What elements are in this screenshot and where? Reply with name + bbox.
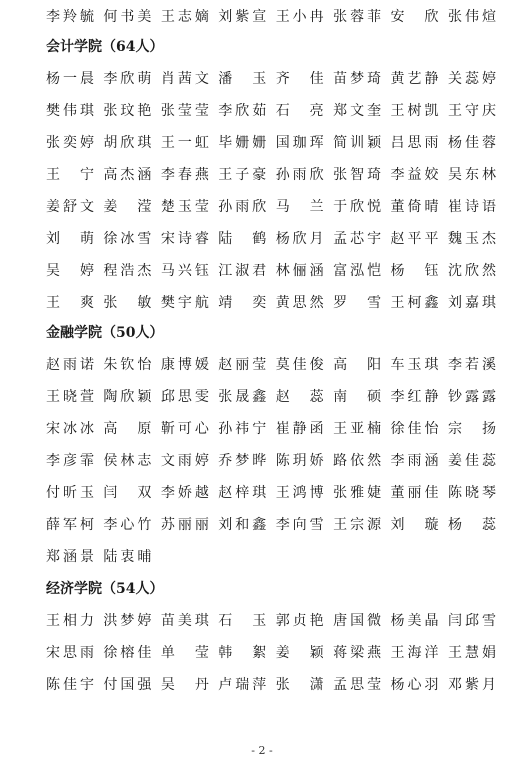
student-name: 张玟艳 bbox=[103, 103, 152, 119]
student-name: 姜颖 bbox=[275, 645, 324, 661]
student-name: 郑涵景 bbox=[46, 549, 94, 565]
student-name: 王小冉 bbox=[275, 9, 324, 25]
student-name: 赵丽莹 bbox=[218, 357, 267, 373]
student-name: 陶欣颖 bbox=[103, 389, 152, 405]
section-heading: 金融学院（50人） bbox=[46, 325, 164, 341]
student-name: 简训颖 bbox=[333, 135, 382, 151]
student-name: 杨一晨 bbox=[46, 71, 94, 87]
student-name: 陆衷晡 bbox=[103, 549, 152, 565]
student-name: 李春燕 bbox=[160, 167, 209, 183]
student-name: 何书美 bbox=[103, 9, 152, 25]
name-row bbox=[46, 354, 496, 376]
student-name: 杨钰 bbox=[390, 263, 439, 279]
student-name: 姜舒文 bbox=[46, 199, 94, 215]
student-name: 孙雨欣 bbox=[218, 199, 267, 215]
student-name: 孙祎宁 bbox=[218, 421, 267, 437]
student-name: 李彦霏 bbox=[46, 453, 94, 469]
student-name: 刘璇 bbox=[390, 517, 439, 533]
name-row bbox=[46, 196, 496, 218]
student-name: 陈玥娇 bbox=[275, 453, 324, 469]
student-name: 王亚楠 bbox=[333, 421, 382, 437]
student-name: 关蕊婷 bbox=[447, 71, 496, 87]
student-name: 程浩杰 bbox=[103, 263, 152, 279]
student-name: 李羚毓 bbox=[46, 9, 94, 25]
student-name: 肖茜文 bbox=[160, 71, 209, 87]
student-name: 黄艺静 bbox=[390, 71, 439, 87]
student-name: 苗美琪 bbox=[160, 613, 209, 629]
student-name: 石玉 bbox=[218, 613, 267, 629]
student-name: 王海洋 bbox=[390, 645, 439, 661]
student-name: 李心竹 bbox=[103, 517, 152, 533]
student-name: 徐佳怡 bbox=[390, 421, 439, 437]
student-name: 罗雪 bbox=[333, 295, 382, 311]
student-name: 楚玉莹 bbox=[160, 199, 209, 215]
student-name: 赵平平 bbox=[390, 231, 439, 247]
student-name: 苗梦琦 bbox=[333, 71, 382, 87]
page-number: - 2 - bbox=[251, 744, 273, 757]
student-name: 宋思雨 bbox=[46, 645, 94, 661]
student-name: 陈佳宇 bbox=[46, 677, 94, 693]
student-name: 黄思然 bbox=[275, 295, 324, 311]
student-name: 李益姣 bbox=[390, 167, 439, 183]
student-name: 王宁 bbox=[46, 167, 94, 183]
student-name: 李雨涵 bbox=[390, 453, 439, 469]
student-name: 李红静 bbox=[390, 389, 439, 405]
student-name: 樊宇航 bbox=[160, 295, 209, 311]
student-name: 崔诗语 bbox=[447, 199, 496, 215]
student-name: 吴婷 bbox=[46, 263, 94, 279]
student-name: 靖奕 bbox=[218, 295, 267, 311]
student-name: 姜佳蕊 bbox=[447, 453, 496, 469]
student-name: 王守庆 bbox=[447, 103, 496, 119]
student-name: 吕思雨 bbox=[390, 135, 439, 151]
student-name: 李欣茹 bbox=[218, 103, 267, 119]
student-name: 张智琦 bbox=[333, 167, 382, 183]
student-name: 李欣萌 bbox=[103, 71, 152, 87]
student-name: 王一虹 bbox=[160, 135, 209, 151]
student-name: 张雅婕 bbox=[333, 485, 382, 501]
student-name: 刘嘉琪 bbox=[447, 295, 496, 311]
student-name: 乔梦晔 bbox=[218, 453, 267, 469]
student-name: 吴东林 bbox=[447, 167, 496, 183]
student-name: 赵蕊 bbox=[275, 389, 324, 405]
student-name: 杨佳蓉 bbox=[447, 135, 496, 151]
student-name: 林俪涵 bbox=[275, 263, 324, 279]
student-name: 石亮 bbox=[275, 103, 324, 119]
name-row bbox=[46, 100, 496, 122]
student-name: 徐榕佳 bbox=[103, 645, 152, 661]
student-name: 王鸿博 bbox=[275, 485, 324, 501]
student-name: 杨蕊 bbox=[447, 517, 496, 533]
student-name: 李若溪 bbox=[447, 357, 496, 373]
student-name: 王相力 bbox=[46, 613, 94, 629]
student-name: 王树凯 bbox=[390, 103, 439, 119]
student-name: 文雨婷 bbox=[160, 453, 209, 469]
student-name: 侯林志 bbox=[103, 453, 152, 469]
student-name: 王柯鑫 bbox=[390, 295, 439, 311]
student-name: 高阳 bbox=[333, 357, 382, 373]
student-name: 高原 bbox=[103, 421, 152, 437]
student-name: 樊伟琪 bbox=[46, 103, 94, 119]
student-name: 崔静函 bbox=[275, 421, 324, 437]
student-name: 薛军柯 bbox=[46, 517, 94, 533]
student-name: 单莹 bbox=[160, 645, 209, 661]
student-name: 张伟煊 bbox=[447, 9, 496, 25]
student-name: 孟芯宇 bbox=[333, 231, 382, 247]
student-name: 莫佳俊 bbox=[275, 357, 324, 373]
student-name: 南硕 bbox=[333, 389, 382, 405]
student-name: 孙雨欣 bbox=[275, 167, 324, 183]
student-name: 陈晓琴 bbox=[447, 485, 496, 501]
student-name: 魏玉杰 bbox=[447, 231, 496, 247]
student-name: 安欣 bbox=[390, 9, 439, 25]
student-name: 吴丹 bbox=[160, 677, 209, 693]
student-name: 国珈珲 bbox=[275, 135, 324, 151]
student-name: 郑文奎 bbox=[333, 103, 382, 119]
student-name: 刘紫宣 bbox=[218, 9, 267, 25]
student-name: 宋诗睿 bbox=[160, 231, 209, 247]
name-row bbox=[46, 292, 496, 314]
student-name: 苏丽丽 bbox=[160, 517, 209, 533]
student-name: 刘和鑫 bbox=[218, 517, 267, 533]
student-name: 姜滢 bbox=[103, 199, 152, 215]
student-name: 杨美晶 bbox=[390, 613, 439, 629]
student-name: 杨心羽 bbox=[390, 677, 439, 693]
student-name: 张奕婷 bbox=[46, 135, 94, 151]
student-name: 孟思莹 bbox=[333, 677, 382, 693]
name-row bbox=[46, 674, 496, 696]
name-row bbox=[46, 260, 496, 282]
student-name: 刘萌 bbox=[46, 231, 94, 247]
student-name: 徐冰雪 bbox=[103, 231, 152, 247]
student-name: 沈欣然 bbox=[447, 263, 496, 279]
name-row bbox=[46, 610, 496, 632]
student-name: 唐国微 bbox=[333, 613, 382, 629]
student-name: 宗扬 bbox=[447, 421, 496, 437]
student-name: 齐佳 bbox=[275, 71, 324, 87]
name-row bbox=[46, 418, 496, 440]
student-name: 康博媛 bbox=[160, 357, 209, 373]
student-name: 付昕玉 bbox=[46, 485, 94, 501]
student-name: 陆鹤 bbox=[218, 231, 267, 247]
student-name: 张敏 bbox=[103, 295, 152, 311]
student-name: 马兴钰 bbox=[160, 263, 209, 279]
student-name: 潘玉 bbox=[218, 71, 267, 87]
student-name: 董倚晴 bbox=[390, 199, 439, 215]
student-name: 胡欣琪 bbox=[103, 135, 152, 151]
student-name: 韩絮 bbox=[218, 645, 267, 661]
student-name: 张莹莹 bbox=[160, 103, 209, 119]
student-name: 毕姗姗 bbox=[218, 135, 267, 151]
student-name: 张蓉菲 bbox=[333, 9, 382, 25]
student-name: 蒋梁燕 bbox=[333, 645, 382, 661]
student-name: 江淑君 bbox=[218, 263, 267, 279]
section-heading: 会计学院（64人） bbox=[46, 39, 164, 55]
student-name: 路依然 bbox=[333, 453, 382, 469]
student-name: 赵雨诺 bbox=[46, 357, 94, 373]
student-name: 邓紫月 bbox=[447, 677, 496, 693]
name-row bbox=[46, 450, 496, 472]
student-name: 朱钦怡 bbox=[103, 357, 152, 373]
name-row bbox=[46, 482, 496, 504]
student-name: 于欣悦 bbox=[333, 199, 382, 215]
student-name: 高杰涵 bbox=[103, 167, 152, 183]
name-row bbox=[46, 6, 496, 28]
student-name: 张晟鑫 bbox=[218, 389, 267, 405]
student-name: 马兰 bbox=[275, 199, 324, 215]
student-name: 王晓萱 bbox=[46, 389, 94, 405]
student-name: 宋冰冰 bbox=[46, 421, 94, 437]
name-row bbox=[46, 546, 496, 568]
student-name: 王志嫡 bbox=[160, 9, 209, 25]
student-name: 郭贞艳 bbox=[275, 613, 324, 629]
student-name: 王子豪 bbox=[218, 167, 267, 183]
student-name: 卢瑞萍 bbox=[218, 677, 267, 693]
student-name: 车玉琪 bbox=[390, 357, 439, 373]
student-name: 闫邱雪 bbox=[447, 613, 496, 629]
name-row bbox=[46, 68, 496, 90]
student-name: 邱思雯 bbox=[160, 389, 209, 405]
name-row bbox=[46, 514, 496, 536]
student-name: 王慧娟 bbox=[447, 645, 496, 661]
name-row bbox=[46, 132, 496, 154]
student-name: 洪梦婷 bbox=[103, 613, 152, 629]
student-name: 李向雪 bbox=[275, 517, 324, 533]
name-row bbox=[46, 228, 496, 250]
name-row bbox=[46, 164, 496, 186]
name-row bbox=[46, 642, 496, 664]
student-name: 杨欣月 bbox=[275, 231, 324, 247]
name-row bbox=[46, 386, 496, 408]
student-name: 钞露露 bbox=[447, 389, 496, 405]
student-name: 赵梓琪 bbox=[218, 485, 267, 501]
student-name: 靳可心 bbox=[160, 421, 209, 437]
student-name: 张潇 bbox=[275, 677, 324, 693]
student-name: 李娇越 bbox=[160, 485, 209, 501]
student-name: 富泓恺 bbox=[333, 263, 382, 279]
student-name: 王宗源 bbox=[333, 517, 382, 533]
student-name: 闫双 bbox=[103, 485, 152, 501]
student-name: 董丽佳 bbox=[390, 485, 439, 501]
student-name: 王爽 bbox=[46, 295, 94, 311]
student-name: 付国强 bbox=[103, 677, 152, 693]
section-heading: 经济学院（54人） bbox=[46, 581, 164, 597]
